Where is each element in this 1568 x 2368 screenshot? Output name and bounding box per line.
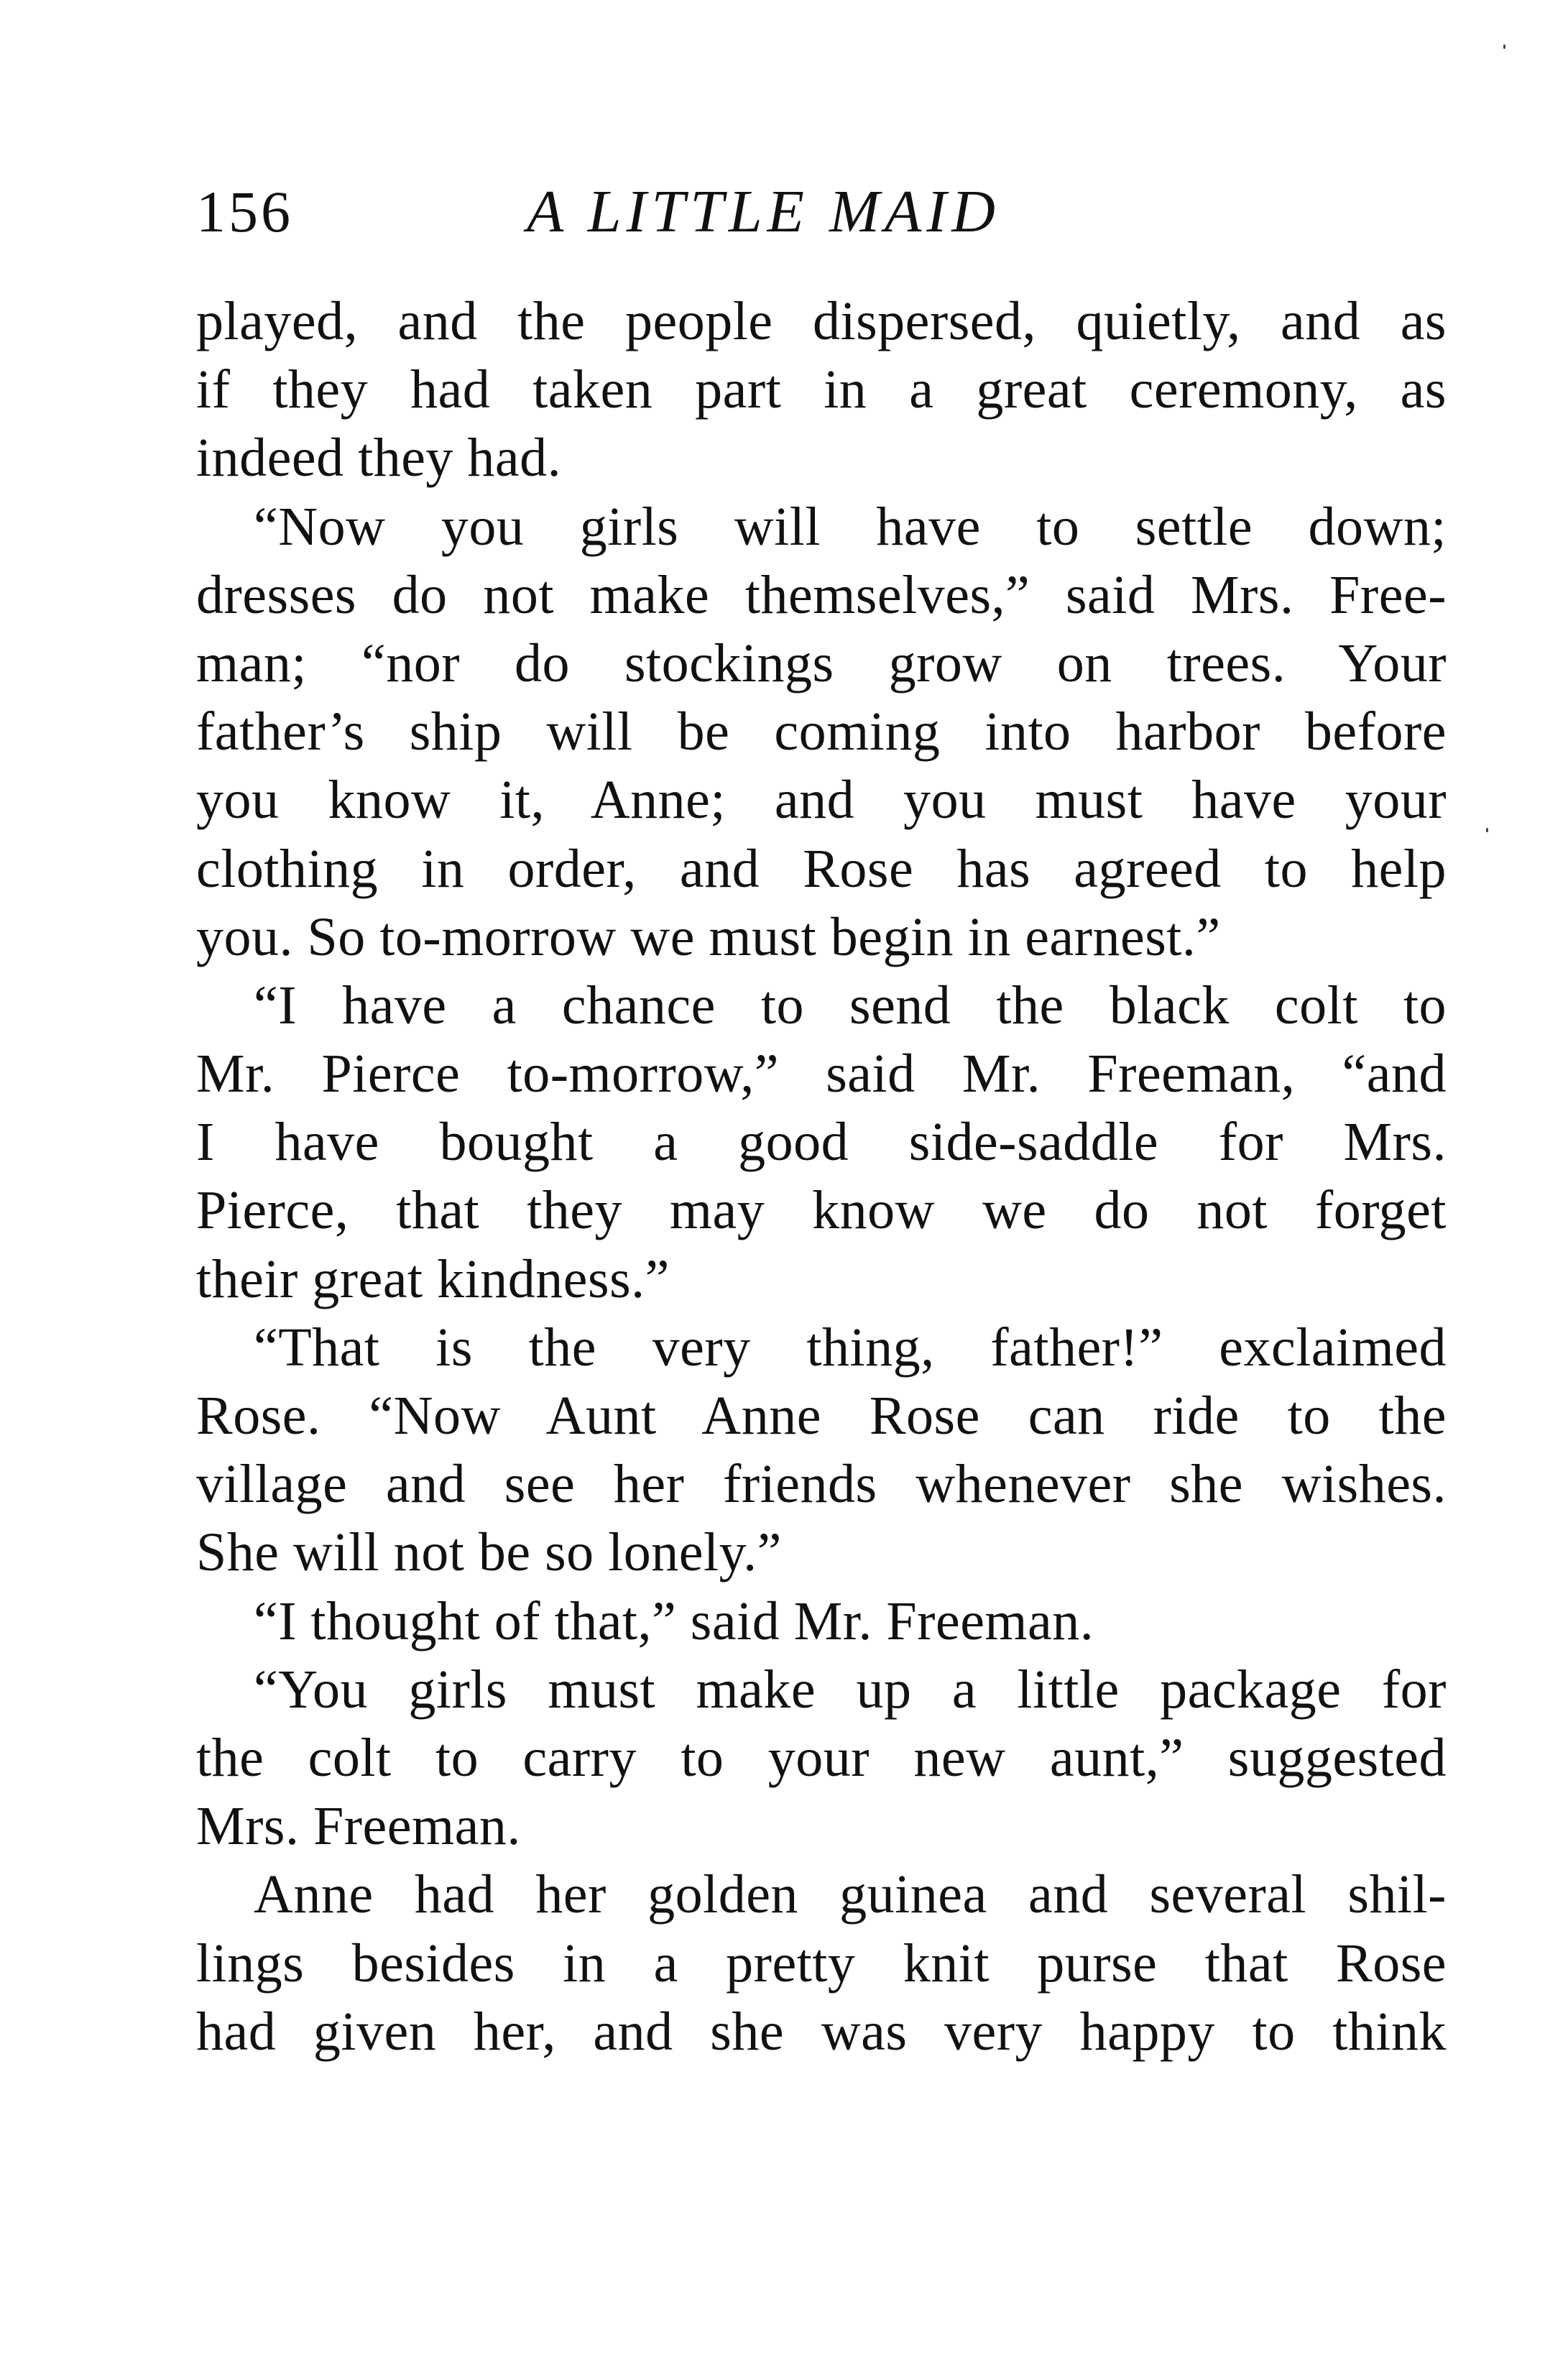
text-line: lings besides in a pretty knit purse that Rose — [196, 1932, 1447, 1994]
text-line: Mr. Pierce to-morrow,” said Mr. Freeman, “and — [196, 1044, 1447, 1105]
running-title: A LITTLE MAID — [527, 178, 1000, 245]
paper-speck — [1503, 45, 1505, 49]
text-line: played, and the people dispersed, quietly, and as — [196, 291, 1447, 351]
text-line: if they had taken part in a great ceremony, as — [196, 359, 1447, 420]
text-line: village and see her friends whenever she wishes. — [196, 1454, 1447, 1515]
text-line: She will not be so lonely.” — [196, 1522, 782, 1583]
text-line: you. So to-morrow we must begin in earnest.” — [196, 906, 1221, 967]
text-line: “I have a chance to send the black colt to — [254, 975, 1447, 1036]
text-line: had given her, and she was very happy to think — [196, 2001, 1447, 2062]
paper-speck — [1486, 828, 1488, 832]
page-number: 156 — [196, 179, 293, 244]
text-line: “I thought of that,” said Mr. Freeman. — [254, 1590, 1094, 1651]
text-line: you know it, Anne; and you must have your — [196, 770, 1447, 831]
text-line: father’s ship will be coming into harbor before — [196, 701, 1447, 763]
text-line: Anne had her golden guinea and several shil- — [254, 1864, 1447, 1925]
text-line: Rose. “Now Aunt Anne Rose can ride to the — [196, 1386, 1447, 1446]
text-line: I have bought a good side-saddle for Mrs. — [196, 1112, 1447, 1173]
text-line: the colt to carry to your new aunt,” suggested — [196, 1727, 1447, 1788]
text-line: “That is the very thing, father!” exclaimed — [254, 1317, 1447, 1378]
text-line: dresses do not make themselves,” said Mrs. Free- — [196, 564, 1447, 625]
text-line: Mrs. Freeman. — [196, 1796, 521, 1857]
text-line: clothing in order, and Rose has agreed to help — [196, 838, 1447, 899]
text-line: Pierce, that they may know we do not forget — [196, 1180, 1447, 1241]
text-line: “Now you girls will have to settle down; — [254, 496, 1447, 557]
body-text — [196, 287, 1447, 2066]
text-line: indeed they had. — [196, 428, 562, 489]
text-line: their great kindness.” — [196, 1248, 670, 1309]
text-line: “You girls must make up a little package for — [254, 1659, 1447, 1720]
page-header — [196, 165, 1447, 259]
text-line: man; “nor do stockings grow on trees. Your — [196, 632, 1447, 694]
